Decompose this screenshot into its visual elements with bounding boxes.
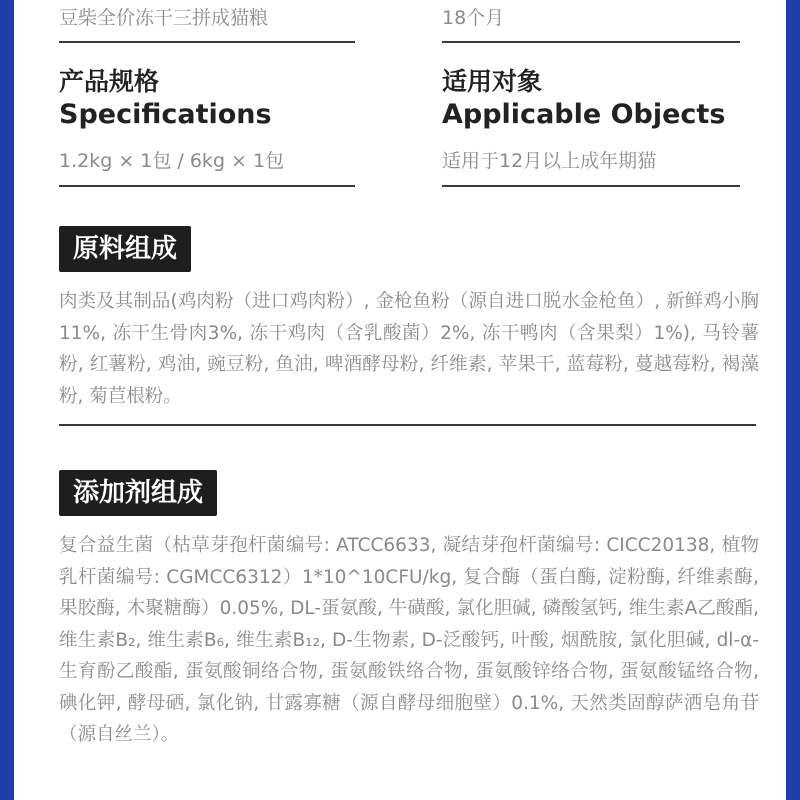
ingredients-tag: 原料组成 <box>59 226 191 272</box>
applicable-objects-divider <box>442 185 740 187</box>
applicable-objects-value: 适用于12月以上成年期猫 <box>442 150 657 172</box>
top-right-block <box>442 6 740 43</box>
ingredients-divider <box>59 424 756 426</box>
specifications-divider <box>59 185 355 187</box>
top-right-divider <box>442 41 740 43</box>
specifications-block <box>59 66 355 187</box>
applicable-objects-title-cn: 适用对象 <box>442 67 543 96</box>
ingredients-text: 肉类及其制品(鸡肉粉（进口鸡肉粉）, 金枪鱼粉（源自进口脱水金枪鱼）, 新鲜鸡小胸11%, 冻干生骨肉3%, 冻干鸡肉（含乳酸菌）2%, 冻干鸭肉（含果梨）1%), 马铃薯粉, 红薯粉, 鸡油, 豌豆粉, 鱼油, 啤酒酵母粉, 纤维素, 苹果干, 蓝莓粉, 蔓越莓粉, 褐藻粉, 菊苣根粉。 <box>59 291 759 407</box>
applicable-objects-title-en: Applicable Objects <box>442 99 726 130</box>
applicable-objects-block <box>442 66 740 187</box>
specifications-title-en: Specifications <box>59 99 272 130</box>
specifications-title-cn: 产品规格 <box>59 67 160 96</box>
top-left-value: 豆柴全价冻干三拼成猫粮 <box>59 7 269 29</box>
specifications-value: 1.2kg × 1包 / 6kg × 1包 <box>59 150 285 172</box>
top-left-block <box>59 6 355 43</box>
product-info-card <box>14 0 786 800</box>
additives-tag: 添加剂组成 <box>59 470 217 516</box>
additives-text: 复合益生菌（枯草芽孢杆菌编号: ATCC6633, 凝结芽孢杆菌编号: CICC20138, 植物乳杆菌编号: CGMCC6312）1*10^10CFU/kg, 复合酶（蛋白酶, 淀粉酶, 纤维素酶, 果胶酶, 木聚糖酶）0.05%, DL-蛋氨酸, 牛磺酸, 氯化胆碱, 磷酸氢钙, 维生素A乙酸酯, 维生素B₂, 维生素B₆, 维生素B₁₂, D-生物素, D-泛酸钙, 叶酸, 烟酰胺, 氯化胆碱, dl-α-生育酚乙酸酯, 蛋氨酸铜络合物, 蛋氨酸铁络合物, 蛋氨酸锌络合物, 蛋氨酸锰络合物, 碘化钾, 酵母硒, 氯化钠, 甘露寡糖（源自酵母细胞壁）0.1%, 天然类固醇萨洒皂角苷（源自丝兰）。 <box>59 535 759 745</box>
top-right-value: 18个月 <box>442 7 505 29</box>
top-left-divider <box>59 41 355 43</box>
